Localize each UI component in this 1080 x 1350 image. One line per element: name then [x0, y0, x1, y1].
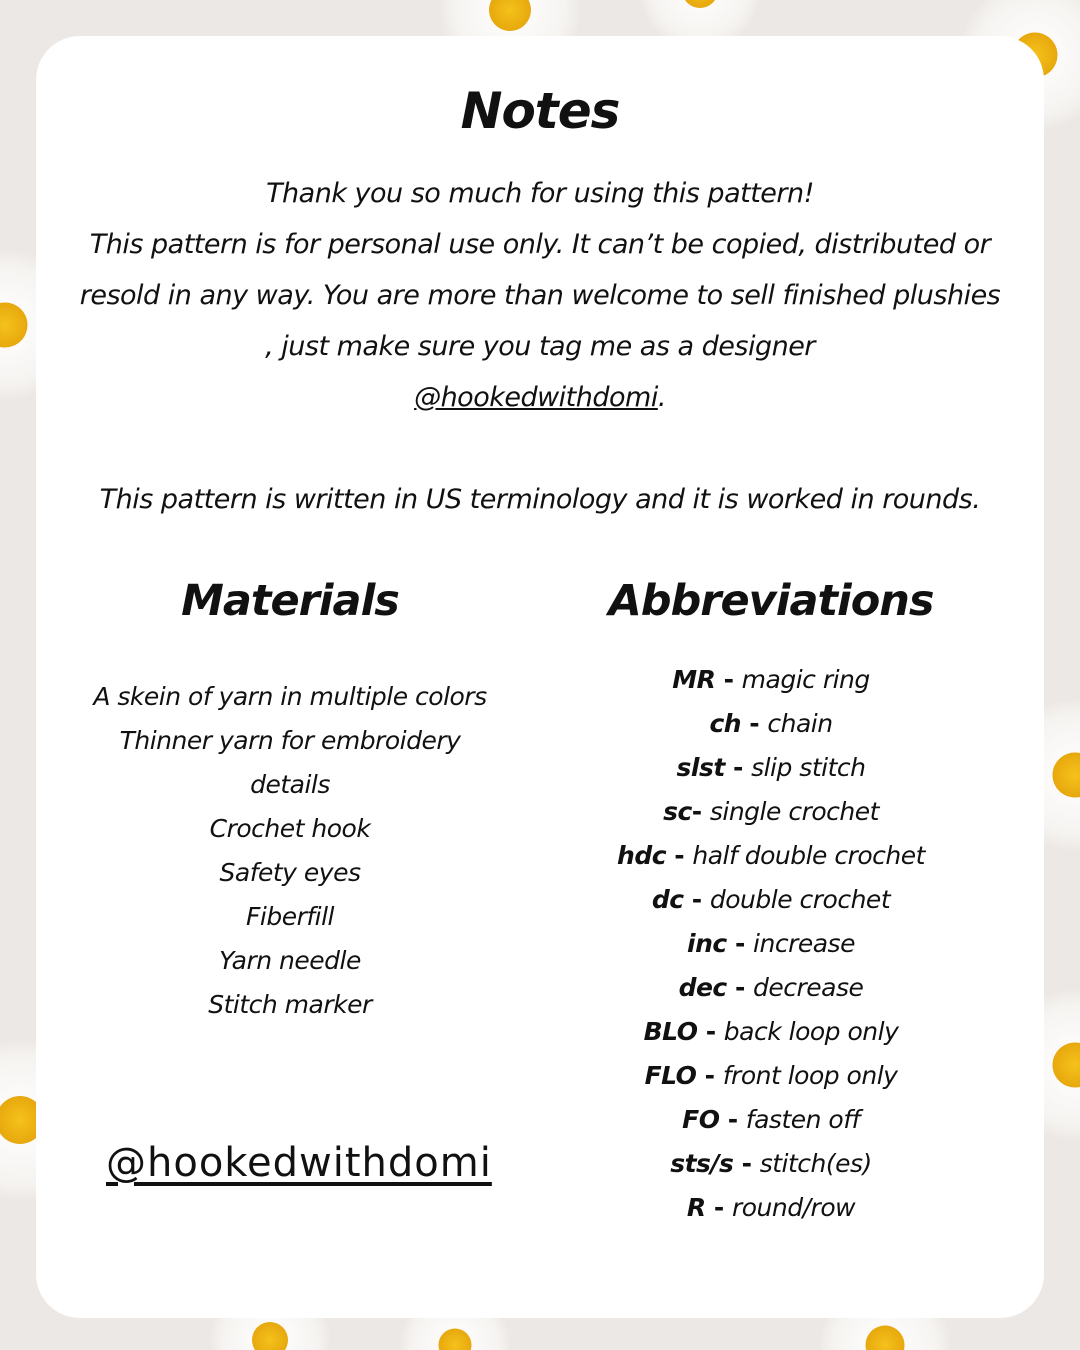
- list-item: [566, 1186, 976, 1230]
- abbr-separator: -: [715, 665, 742, 694]
- abbr-separator: -: [726, 929, 754, 958]
- abbr-term: BLO: [643, 1017, 698, 1046]
- list-item: [566, 1010, 976, 1054]
- list-item: Safety eyes: [219, 858, 361, 887]
- handle-period: .: [657, 382, 666, 413]
- list-item: [566, 702, 976, 746]
- abbr-separator: -: [697, 1017, 724, 1046]
- abbr-term: hdc: [617, 841, 667, 870]
- abbr-definition: half double crochet: [692, 841, 925, 870]
- list-item: Stitch marker: [208, 990, 372, 1019]
- materials-list: [76, 675, 504, 1027]
- list-item: [566, 878, 976, 922]
- abbr-separator: -: [726, 973, 754, 1002]
- abbr-definition: slip stitch: [751, 753, 866, 782]
- list-item: [566, 790, 976, 834]
- abbr-term: FLO: [644, 1061, 697, 1090]
- list-item: Crochet hook: [209, 814, 371, 843]
- abbr-definition: magic ring: [741, 665, 870, 694]
- abbr-definition: round/row: [731, 1193, 856, 1222]
- abbr-term: dc: [651, 885, 684, 914]
- spacer: [76, 423, 1004, 474]
- notes-usage-copy: This pattern is for personal use only. It can’t be copied, distributed or resold in any way. You are more than welcome to sell finished plushies , just make sure you tag me as a designer: [79, 229, 1001, 362]
- list-item: [566, 1142, 976, 1186]
- abbr-separator: -: [691, 797, 710, 826]
- abbr-separator: -: [741, 709, 768, 738]
- abbr-definition: stitch(es): [759, 1149, 872, 1178]
- list-item: [566, 834, 976, 878]
- abbr-separator: -: [719, 1105, 746, 1134]
- notes-thanks-text: Thank you so much for using this pattern!: [266, 178, 814, 209]
- abbr-term: FO: [682, 1105, 720, 1134]
- abbr-definition: chain: [767, 709, 833, 738]
- list-item: Yarn needle: [219, 946, 361, 975]
- abbr-separator: -: [705, 1193, 732, 1222]
- list-item: [566, 1054, 976, 1098]
- list-item: A skein of yarn in multiple colors: [93, 682, 487, 711]
- abbreviations-list: [566, 658, 976, 1230]
- abbr-separator: -: [666, 841, 693, 870]
- abbr-separator: -: [733, 1149, 760, 1178]
- abbr-definition: fasten off: [745, 1105, 860, 1134]
- abbr-definition: double crochet: [709, 885, 891, 914]
- abbr-separator: -: [696, 1061, 723, 1090]
- footer-handle-link[interactable]: @hookedwithdomi: [106, 1140, 492, 1186]
- designer-handle-link[interactable]: @hookedwithdomi: [414, 382, 658, 413]
- abbr-term: dec: [678, 973, 727, 1002]
- abbr-definition: decrease: [753, 973, 864, 1002]
- abbr-definition: front loop only: [722, 1061, 898, 1090]
- list-item: [566, 922, 976, 966]
- list-item: [566, 658, 976, 702]
- abbr-term: inc: [687, 929, 727, 958]
- abbreviations-title: Abbreviations: [608, 576, 934, 626]
- abbr-term: sc: [663, 797, 692, 826]
- list-item: [566, 746, 976, 790]
- notes-card: [36, 36, 1044, 1318]
- list-item: Fiberfill: [246, 902, 334, 931]
- list-item: [566, 966, 976, 1010]
- list-item: [566, 1098, 976, 1142]
- abbr-term: slst: [676, 753, 725, 782]
- notes-terminology-text: This pattern is written in US terminology and it is worked in rounds.: [99, 484, 981, 515]
- list-item: Thinner yarn for embroidery details: [119, 726, 461, 799]
- abbr-definition: back loop only: [723, 1017, 899, 1046]
- abbr-definition: increase: [753, 929, 855, 958]
- abbr-term: ch: [709, 709, 742, 738]
- abbr-term: sts/s: [670, 1149, 734, 1178]
- notes-title: Notes: [460, 82, 620, 140]
- abbr-separator: -: [724, 753, 752, 782]
- abbr-term: MR: [672, 665, 716, 694]
- notes-body: [76, 168, 1004, 525]
- abbr-separator: -: [683, 885, 710, 914]
- notes-usage-text: [76, 219, 1004, 423]
- abbr-definition: single crochet: [709, 797, 879, 826]
- abbr-term: R: [686, 1193, 706, 1222]
- materials-title: Materials: [181, 576, 399, 626]
